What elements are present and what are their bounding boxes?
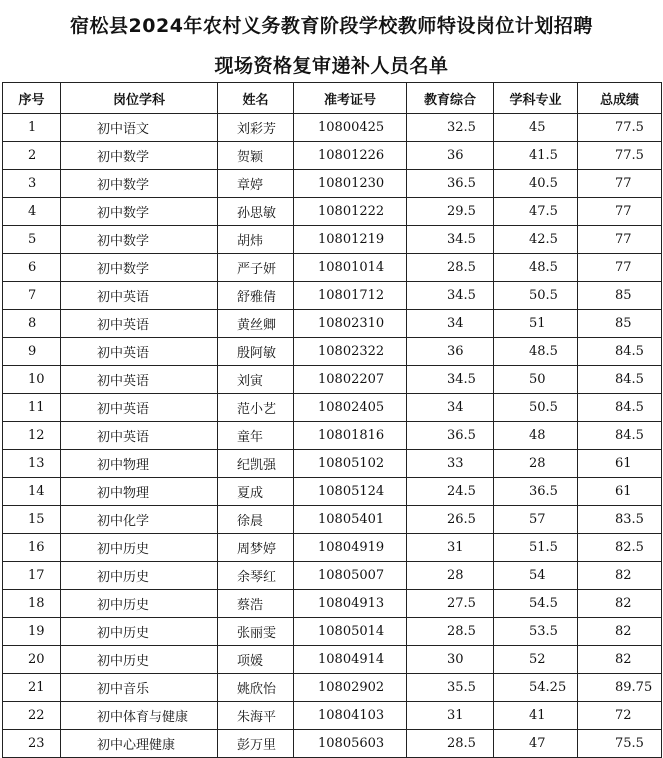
table-row: [3, 646, 662, 674]
cell-subject: 初中数学: [61, 170, 218, 198]
cell-subject-score: 41: [494, 702, 578, 730]
cell-subject-score: 52: [494, 646, 578, 674]
cell-index: 20: [3, 646, 61, 674]
cell-subject: 初中英语: [61, 282, 218, 310]
table-row: [3, 170, 662, 198]
table-row: [3, 142, 662, 170]
cell-subject-score: 50: [494, 366, 578, 394]
cell-education-score: 32.5: [407, 114, 494, 142]
cell-total-score: 77: [578, 226, 662, 254]
cell-exam-id: 10801816: [294, 422, 407, 450]
table-row: [3, 730, 662, 758]
cell-subject-score: 48.5: [494, 254, 578, 282]
table-row: [3, 562, 662, 590]
cell-education-score: 33: [407, 450, 494, 478]
cell-index: 4: [3, 198, 61, 226]
cell-total-score: 82.5: [578, 534, 662, 562]
column-header-name: 姓名: [218, 83, 294, 114]
column-header-total-score: 总成绩: [578, 83, 662, 114]
cell-index: 11: [3, 394, 61, 422]
cell-name: 贺颖: [218, 142, 294, 170]
cell-subject: 初中化学: [61, 506, 218, 534]
cell-name: 彭万里: [218, 730, 294, 758]
cell-education-score: 34.5: [407, 366, 494, 394]
cell-index: 2: [3, 142, 61, 170]
cell-name: 夏成: [218, 478, 294, 506]
cell-name: 舒雅倩: [218, 282, 294, 310]
table-body: [3, 114, 662, 758]
cell-exam-id: 10801230: [294, 170, 407, 198]
cell-education-score: 34.5: [407, 282, 494, 310]
cell-subject-score: 28: [494, 450, 578, 478]
cell-name: 张丽雯: [218, 618, 294, 646]
cell-subject: 初中物理: [61, 450, 218, 478]
cell-subject: 初中英语: [61, 310, 218, 338]
cell-subject-score: 41.5: [494, 142, 578, 170]
cell-education-score: 30: [407, 646, 494, 674]
table-row: [3, 450, 662, 478]
cell-name: 周梦婷: [218, 534, 294, 562]
cell-subject: 初中数学: [61, 226, 218, 254]
cell-total-score: 82: [578, 590, 662, 618]
cell-subject: 初中数学: [61, 254, 218, 282]
table-row: [3, 282, 662, 310]
cell-exam-id: 10804103: [294, 702, 407, 730]
cell-name: 刘彩芳: [218, 114, 294, 142]
cell-index: 22: [3, 702, 61, 730]
cell-index: 17: [3, 562, 61, 590]
cell-index: 13: [3, 450, 61, 478]
table-row: [3, 702, 662, 730]
cell-education-score: 36: [407, 142, 494, 170]
cell-name: 童年: [218, 422, 294, 450]
cell-total-score: 77.5: [578, 142, 662, 170]
cell-name: 朱海平: [218, 702, 294, 730]
cell-exam-id: 10801222: [294, 198, 407, 226]
cell-total-score: 84.5: [578, 338, 662, 366]
cell-index: 12: [3, 422, 61, 450]
cell-education-score: 28.5: [407, 618, 494, 646]
table-row: [3, 506, 662, 534]
cell-index: 18: [3, 590, 61, 618]
cell-total-score: 77: [578, 170, 662, 198]
cell-name: 刘寅: [218, 366, 294, 394]
cell-name: 胡炜: [218, 226, 294, 254]
table-row: [3, 674, 662, 702]
cell-index: 21: [3, 674, 61, 702]
table-row: [3, 226, 662, 254]
cell-name: 姚欣怡: [218, 674, 294, 702]
cell-exam-id: 10805102: [294, 450, 407, 478]
cell-exam-id: 10801219: [294, 226, 407, 254]
cell-exam-id: 10804919: [294, 534, 407, 562]
document-title-line-2: 现场资格复审递补人员名单: [214, 55, 449, 77]
cell-education-score: 36.5: [407, 422, 494, 450]
cell-total-score: 77.5: [578, 114, 662, 142]
cell-exam-id: 10801226: [294, 142, 407, 170]
cell-name: 严子妍: [218, 254, 294, 282]
cell-subject: 初中历史: [61, 534, 218, 562]
cell-name: 蔡浩: [218, 590, 294, 618]
cell-subject: 初中物理: [61, 478, 218, 506]
cell-subject-score: 47: [494, 730, 578, 758]
cell-education-score: 26.5: [407, 506, 494, 534]
cell-exam-id: 10802405: [294, 394, 407, 422]
cell-subject: 初中心理健康: [61, 730, 218, 758]
cell-subject-score: 50.5: [494, 394, 578, 422]
cell-total-score: 89.75: [578, 674, 662, 702]
cell-subject: 初中历史: [61, 562, 218, 590]
table-header-row: [3, 83, 662, 114]
cell-education-score: 34: [407, 394, 494, 422]
cell-name: 孙思敏: [218, 198, 294, 226]
column-header-subject-score: 学科专业: [494, 83, 578, 114]
cell-subject-score: 48: [494, 422, 578, 450]
column-header-index: 序号: [3, 83, 61, 114]
cell-name: 纪凯强: [218, 450, 294, 478]
cell-name: 徐晨: [218, 506, 294, 534]
cell-total-score: 77: [578, 254, 662, 282]
cell-total-score: 61: [578, 478, 662, 506]
cell-subject-score: 54.5: [494, 590, 578, 618]
cell-exam-id: 10804914: [294, 646, 407, 674]
column-header-exam-id: 准考证号: [294, 83, 407, 114]
cell-subject-score: 36.5: [494, 478, 578, 506]
table-row: [3, 114, 662, 142]
cell-total-score: 82: [578, 618, 662, 646]
cell-total-score: 72: [578, 702, 662, 730]
cell-education-score: 28.5: [407, 730, 494, 758]
cell-index: 6: [3, 254, 61, 282]
cell-subject: 初中英语: [61, 422, 218, 450]
cell-education-score: 29.5: [407, 198, 494, 226]
cell-index: 3: [3, 170, 61, 198]
cell-index: 16: [3, 534, 61, 562]
document-title-line-1: 宿松县2024年农村义务教育阶段学校教师特设岗位计划招聘: [70, 15, 593, 37]
cell-index: 15: [3, 506, 61, 534]
cell-name: 范小艺: [218, 394, 294, 422]
cell-subject-score: 51: [494, 310, 578, 338]
cell-subject: 初中语文: [61, 114, 218, 142]
cell-total-score: 84.5: [578, 422, 662, 450]
cell-name: 殷阿敏: [218, 338, 294, 366]
cell-total-score: 85: [578, 282, 662, 310]
cell-education-score: 28.5: [407, 254, 494, 282]
cell-index: 1: [3, 114, 61, 142]
cell-index: 8: [3, 310, 61, 338]
cell-subject-score: 53.5: [494, 618, 578, 646]
cell-education-score: 36.5: [407, 170, 494, 198]
table-row: [3, 310, 662, 338]
cell-name: 黄丝卿: [218, 310, 294, 338]
cell-name: 项媛: [218, 646, 294, 674]
cell-exam-id: 10801712: [294, 282, 407, 310]
cell-education-score: 31: [407, 534, 494, 562]
cell-education-score: 28: [407, 562, 494, 590]
cell-education-score: 24.5: [407, 478, 494, 506]
table-row: [3, 198, 662, 226]
cell-subject: 初中英语: [61, 394, 218, 422]
roster-table: [2, 82, 662, 758]
cell-index: 7: [3, 282, 61, 310]
cell-exam-id: 10805014: [294, 618, 407, 646]
cell-total-score: 61: [578, 450, 662, 478]
cell-subject-score: 57: [494, 506, 578, 534]
cell-subject-score: 54: [494, 562, 578, 590]
cell-subject: 初中音乐: [61, 674, 218, 702]
cell-subject-score: 42.5: [494, 226, 578, 254]
cell-exam-id: 10804913: [294, 590, 407, 618]
cell-index: 23: [3, 730, 61, 758]
cell-subject-score: 48.5: [494, 338, 578, 366]
cell-total-score: 82: [578, 562, 662, 590]
cell-total-score: 83.5: [578, 506, 662, 534]
cell-subject: 初中英语: [61, 338, 218, 366]
cell-education-score: 34.5: [407, 226, 494, 254]
cell-exam-id: 10802310: [294, 310, 407, 338]
roster-table-container: [2, 82, 661, 758]
cell-name: 余琴红: [218, 562, 294, 590]
cell-name: 章婷: [218, 170, 294, 198]
cell-total-score: 84.5: [578, 394, 662, 422]
cell-subject: 初中历史: [61, 646, 218, 674]
cell-subject-score: 51.5: [494, 534, 578, 562]
cell-total-score: 75.5: [578, 730, 662, 758]
cell-exam-id: 10802902: [294, 674, 407, 702]
cell-total-score: 84.5: [578, 366, 662, 394]
cell-subject: 初中数学: [61, 142, 218, 170]
table-row: [3, 590, 662, 618]
cell-exam-id: 10805401: [294, 506, 407, 534]
table-row: [3, 338, 662, 366]
cell-subject: 初中历史: [61, 618, 218, 646]
cell-education-score: 31: [407, 702, 494, 730]
cell-exam-id: 10800425: [294, 114, 407, 142]
cell-exam-id: 10802322: [294, 338, 407, 366]
table-row: [3, 394, 662, 422]
cell-exam-id: 10801014: [294, 254, 407, 282]
table-row: [3, 254, 662, 282]
cell-subject-score: 50.5: [494, 282, 578, 310]
cell-subject-score: 40.5: [494, 170, 578, 198]
cell-total-score: 82: [578, 646, 662, 674]
cell-education-score: 36: [407, 338, 494, 366]
cell-subject-score: 47.5: [494, 198, 578, 226]
cell-index: 9: [3, 338, 61, 366]
cell-total-score: 85: [578, 310, 662, 338]
cell-exam-id: 10802207: [294, 366, 407, 394]
cell-education-score: 34: [407, 310, 494, 338]
column-header-education-score: 教育综合: [407, 83, 494, 114]
cell-subject-score: 54.25: [494, 674, 578, 702]
cell-subject: 初中历史: [61, 590, 218, 618]
cell-education-score: 27.5: [407, 590, 494, 618]
table-row: [3, 618, 662, 646]
cell-subject: 初中体育与健康: [61, 702, 218, 730]
cell-subject: 初中数学: [61, 198, 218, 226]
cell-education-score: 35.5: [407, 674, 494, 702]
cell-index: 10: [3, 366, 61, 394]
cell-index: 14: [3, 478, 61, 506]
table-row: [3, 534, 662, 562]
cell-subject-score: 45: [494, 114, 578, 142]
document-header: [0, 0, 663, 82]
cell-exam-id: 10805007: [294, 562, 407, 590]
table-row: [3, 366, 662, 394]
cell-exam-id: 10805603: [294, 730, 407, 758]
column-header-subject: 岗位学科: [61, 83, 218, 114]
cell-index: 5: [3, 226, 61, 254]
cell-subject: 初中英语: [61, 366, 218, 394]
cell-exam-id: 10805124: [294, 478, 407, 506]
cell-index: 19: [3, 618, 61, 646]
cell-total-score: 77: [578, 198, 662, 226]
table-row: [3, 422, 662, 450]
table-row: [3, 478, 662, 506]
